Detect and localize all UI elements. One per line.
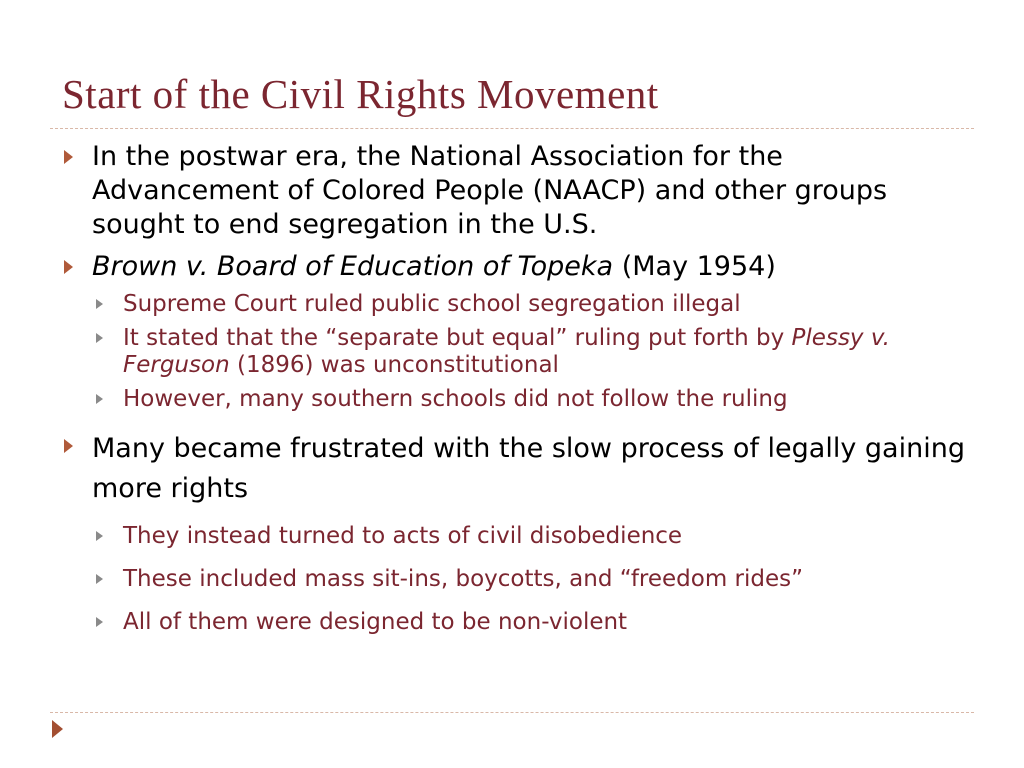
sub-bullet-arrow-icon [96, 299, 103, 309]
sub-bullet-text [123, 325, 890, 378]
bullet-list [62, 140, 972, 636]
title-divider [50, 128, 974, 129]
bullet-arrow-icon [64, 260, 73, 274]
bullet-item-postwar [62, 140, 972, 242]
sub-bullet-text-part: It stated that the “separate but equal” ruling put forth by [123, 325, 792, 351]
bullet-text: Many became frustrated with the slow process of legally gaining more rights [92, 433, 965, 504]
sub-bullet-text: They instead turned to acts of civil disobedience [123, 523, 683, 549]
sub-bullet-item [92, 523, 972, 550]
slide-title: Start of the Civil Rights Movement [62, 71, 659, 117]
case-date: (May 1954) [613, 251, 776, 282]
sub-bullet-arrow-icon [96, 394, 103, 404]
bullet-text: In the postwar era, the National Association for the Advancement of Colored People (NAACP) and other groups sought to end segregation in the U.S. [92, 141, 888, 240]
sub-bullet-text: These included mass sit-ins, boycotts, and “freedom rides” [123, 566, 804, 592]
sub-bullet-text: All of them were designed to be non-violent [123, 609, 628, 635]
sub-bullet-arrow-icon [96, 617, 103, 627]
sub-bullet-item [92, 386, 972, 413]
sub-bullet-text-part: (1896) was unconstitutional [229, 352, 559, 378]
sub-bullet-item [92, 291, 972, 318]
sub-bullet-list [92, 291, 972, 413]
bullet-arrow-icon [64, 150, 73, 164]
sub-bullet-list [92, 523, 972, 636]
sub-bullet-text: However, many southern schools did not follow the ruling [123, 386, 788, 412]
sub-bullet-item [92, 609, 972, 636]
case-name: Brown v. Board of Education of Topeka [92, 251, 614, 282]
slide-corner-arrow-icon [52, 720, 63, 738]
sub-bullet-arrow-icon [96, 333, 103, 343]
bullet-item-frustrated [62, 429, 972, 636]
bullet-arrow-icon [64, 439, 73, 453]
footer-divider [50, 712, 974, 713]
sub-bullet-arrow-icon [96, 574, 103, 584]
bullet-item-brown [62, 250, 972, 413]
case-name: Plessy v. Ferguson [123, 325, 890, 378]
sub-bullet-item [92, 566, 972, 593]
sub-bullet-item [92, 325, 972, 379]
sub-bullet-arrow-icon [96, 531, 103, 541]
bullet-text [92, 250, 972, 284]
sub-bullet-text: Supreme Court ruled public school segregation illegal [123, 291, 741, 317]
